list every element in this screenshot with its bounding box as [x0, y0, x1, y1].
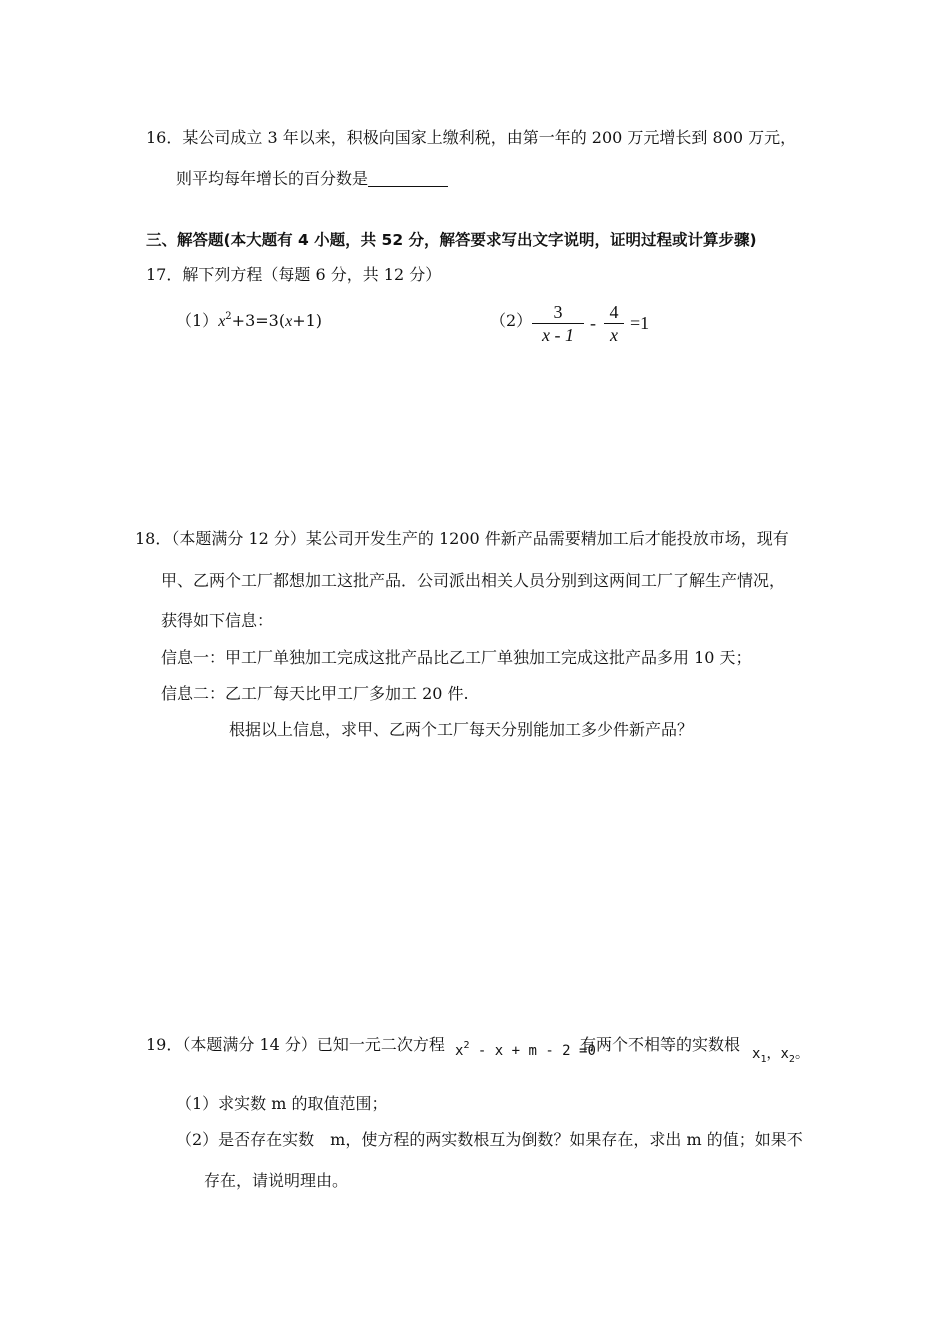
fraction-numerator: 4: [609, 302, 619, 322]
fraction-numerator: 3: [553, 302, 563, 322]
q19-roots: [752, 1043, 809, 1063]
q19-part2-line2: 存在，请说明理由。: [204, 1171, 349, 1190]
equation-end: +1): [292, 311, 323, 330]
q18-info2: 信息二：乙工厂每天比甲工厂多加工 20 件.: [161, 684, 469, 703]
root-x1: x: [752, 1046, 761, 1062]
q19-intro: 19．（本题满分 14 分）已知一元二次方程: [146, 1035, 445, 1054]
period: 。: [794, 1046, 809, 1062]
equation-rest: - x + m - 2 =0: [469, 1043, 596, 1059]
q16-line2: [176, 169, 448, 189]
fraction-denominator: x - 1: [542, 325, 574, 345]
q17-part1: [176, 311, 322, 332]
minus-sign: -: [590, 313, 596, 333]
exponent: 2: [225, 311, 232, 322]
equation-mid: +3=3(: [231, 311, 286, 330]
q18-line3: 获得如下信息：: [161, 611, 274, 630]
subscript: 1: [760, 1054, 767, 1065]
q18-line2: 甲、乙两个工厂都想加工这批产品．公司派出相关人员分别到这两间工厂了解生产情况，: [161, 571, 786, 590]
part2-label: （2）: [490, 311, 533, 330]
fraction-denominator: x: [610, 325, 618, 345]
comma: ，: [766, 1046, 781, 1062]
q16-line1: 16．某公司成立 3 年以来，积极向国家上缴利税，由第一年的 200 万元增长到 800 万元，: [146, 128, 797, 147]
q18-info1: 信息一：甲工厂单独加工完成这批产品比乙工厂单独加工完成这批产品多用 10 天；: [161, 648, 752, 667]
fraction-1: [532, 301, 584, 346]
var-x: x: [218, 313, 226, 330]
q19-part1: （1）求实数 m 的取值范围；: [176, 1094, 388, 1113]
part1-label: （1）: [176, 311, 219, 330]
q17-title: 17．解下列方程（每题 6 分，共 12 分）: [146, 265, 442, 284]
var-x: x: [455, 1043, 464, 1059]
equals-one: =1: [630, 313, 650, 333]
section-heading: 三、解答题(本大题有 4 小题，共 52 分，解答要求写出文字说明，证明过程或计算步骤): [146, 231, 757, 249]
q19-equation: [455, 1040, 596, 1059]
subscript: 2: [788, 1054, 795, 1065]
q18-line1: 18．（本题满分 12 分）某公司开发生产的 1200 件新产品需要精加工后才能投放市场，现有: [135, 529, 789, 548]
var-x: x: [285, 313, 293, 330]
q19-mid: 有两个不相等的实数根: [580, 1035, 741, 1054]
fraction-2: [604, 301, 624, 346]
q16-text: 则平均每年增长的百分数是: [176, 169, 369, 188]
root-x2: x: [780, 1046, 789, 1062]
answer-blank[interactable]: [368, 170, 448, 187]
exponent: 2: [463, 1040, 470, 1051]
q19-part2-line1: （2）是否存在实数 m，使方程的两实数根互为倒数？如果存在，求出 m 的值；如果不: [176, 1130, 803, 1149]
q18-question: 根据以上信息，求甲、乙两个工厂每天分别能加工多少件新产品？: [229, 720, 694, 739]
